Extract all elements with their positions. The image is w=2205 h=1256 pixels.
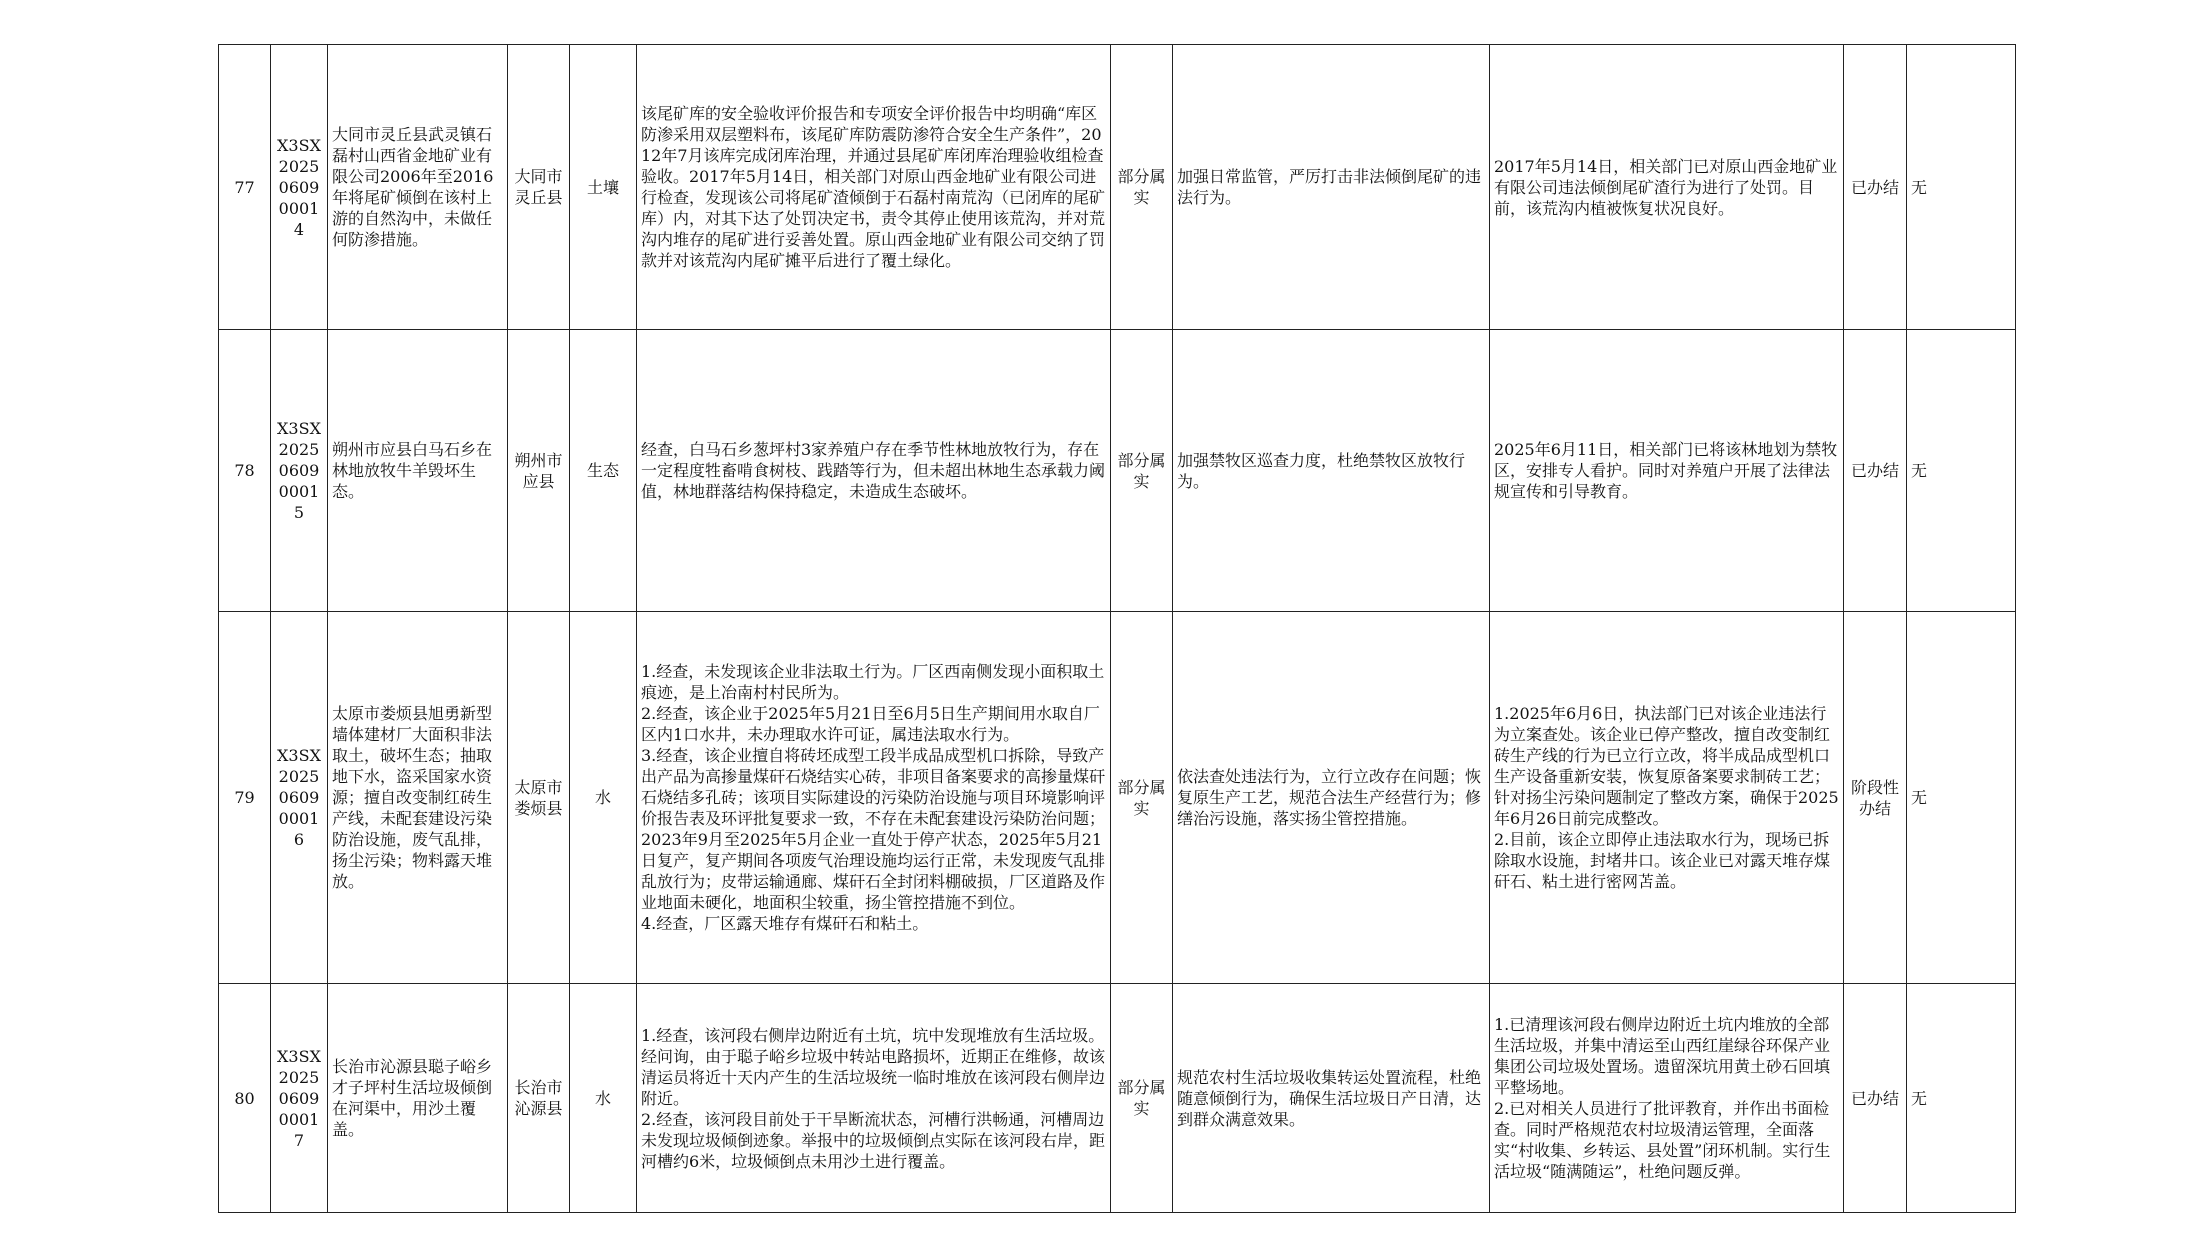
result-paragraph: 2.目前，该企立即停止违法取水行为，现场已拆除取水设施，封堵井口。该企业已对露天堆存煤矸石、粘土进行密网苫盖。 bbox=[1494, 830, 1831, 891]
progress-status: 已办结 bbox=[1844, 330, 1907, 612]
table-row bbox=[219, 330, 2016, 612]
case-code: X3SX2025060900016 bbox=[271, 612, 328, 984]
handling-result bbox=[1490, 984, 1844, 1213]
result-paragraph: 2.已对相关人员进行了批评教育，并作出书面检查。同时严格规范农村垃圾清运管理，全面落实“村收集、乡转运、县处置”闭环机制。实行生活垃圾“随满随运”，杜绝问题反弹。 bbox=[1494, 1099, 1831, 1181]
row-number: 79 bbox=[219, 612, 271, 984]
pollution-type: 土壤 bbox=[570, 45, 637, 330]
investigation-findings bbox=[637, 45, 1111, 330]
verification-status: 部分属实 bbox=[1111, 330, 1173, 612]
investigation-findings bbox=[637, 330, 1111, 612]
row-number: 77 bbox=[219, 45, 271, 330]
findings-paragraph: 该尾矿库的安全验收评价报告和专项安全评价报告中均明确“库区防渗采用双层塑料布，该尾矿库防震防渗符合安全生产条件”，2012年7月该库完成闭库治理，并通过县尾矿库闭库治理验收组检查验收。2017年5月14日，相关部门对原山西金地矿业有限公司进行检查，发现该公司将尾矿渣倾倒于石磊村南荒沟（已闭库的尾矿库）内，对其下达了处罚决定书，责令其停止使用该荒沟，并对荒沟内堆存的尾矿进行妥善处置。原山西金地矿业有限公司交纳了罚款并对该荒沟内尾矿摊平后进行了覆土绿化。 bbox=[641, 104, 1106, 270]
pollution-type: 生态 bbox=[570, 330, 637, 612]
verification-status: 部分属实 bbox=[1111, 984, 1173, 1213]
handling-measures: 规范农村生活垃圾收集转运处置流程，杜绝随意倾倒行为，确保生活垃圾日产日清，达到群众满意效果。 bbox=[1173, 984, 1490, 1213]
findings-paragraph: 2.经查，该企业于2025年5月21日至6月5日生产期间用水取自厂区内1口水井，未办理取水许可证，属违法取水行为。 bbox=[641, 704, 1100, 744]
petition-report-table bbox=[218, 44, 2016, 1213]
accountability: 无 bbox=[1907, 330, 2016, 612]
handling-measures: 加强日常监管，严厉打击非法倾倒尾矿的违法行为。 bbox=[1173, 45, 1490, 330]
result-paragraph: 2017年5月14日，相关部门已对原山西金地矿业有限公司违法倾倒尾矿渣行为进行了处罚。目前，该荒沟内植被恢复状况良好。 bbox=[1494, 156, 1838, 218]
findings-paragraph: 1.经查，未发现该企业非法取土行为。厂区西南侧发现小面积取土痕迹，是上冶南村村民所为。 bbox=[641, 662, 1105, 702]
administrative-area: 太原市娄烦县 bbox=[508, 612, 570, 984]
case-code: X3SX2025060900017 bbox=[271, 984, 328, 1213]
handling-result bbox=[1490, 612, 1844, 984]
progress-status: 阶段性办结 bbox=[1844, 612, 1907, 984]
pollution-type: 水 bbox=[570, 612, 637, 984]
handling-measures: 依法查处违法行为，立行立改存在问题；恢复原生产工艺，规范合法生产经营行为；修缮治污设施，落实扬尘管控措施。 bbox=[1173, 612, 1490, 984]
result-paragraph: 1.2025年6月6日，执法部门已对该企业违法行为立案查处。该企业已停产整改，擅自改变制红砖生产线的行为已立行立改，将半成品成型机口生产设备重新安装，恢复原备案要求制砖工艺；针对扬尘污染问题制定了整改方案，确保于2025年6月26日前完成整改。 bbox=[1494, 704, 1839, 828]
investigation-findings bbox=[637, 612, 1111, 984]
case-code: X3SX2025060900015 bbox=[271, 330, 328, 612]
complaint-content: 朔州市应县白马石乡在林地放牧牛羊毁坏生态。 bbox=[328, 330, 508, 612]
accountability: 无 bbox=[1907, 45, 2016, 330]
verification-status: 部分属实 bbox=[1111, 45, 1173, 330]
administrative-area: 长治市沁源县 bbox=[508, 984, 570, 1213]
row-number: 78 bbox=[219, 330, 271, 612]
pollution-type: 水 bbox=[570, 984, 637, 1213]
verification-status: 部分属实 bbox=[1111, 612, 1173, 984]
table-row bbox=[219, 984, 2016, 1213]
handling-result bbox=[1490, 45, 1844, 330]
progress-status: 已办结 bbox=[1844, 984, 1907, 1213]
table-row bbox=[219, 45, 2016, 330]
progress-status: 已办结 bbox=[1844, 45, 1907, 330]
row-number: 80 bbox=[219, 984, 271, 1213]
table-row bbox=[219, 612, 2016, 984]
complaint-content: 太原市娄烦县旭勇新型墙体建材厂大面积非法取土，破坏生态；抽取地下水，盗采国家水资源；擅自改变制红砖生产线，未配套建设污染防治设施，废气乱排，扬尘污染；物料露天堆放。 bbox=[328, 612, 508, 984]
administrative-area: 大同市灵丘县 bbox=[508, 45, 570, 330]
findings-paragraph: 3.经查，该企业擅自将砖坯成型工段半成品成型机口拆除，导致产出产品为高掺量煤矸石烧结实心砖，非项目备案要求的高掺量煤矸石烧结多孔砖；该项目实际建设的污染防治设施与项目环境影响评价报告表及环评批复要求一致，不存在未配套建设污染防治问题；2023年9月至2025年5月企业一直处于停产状态，2025年5月21日复产，复产期间各项废气治理设施均运行正常，未发现废气乱排乱放行为；皮带运输通廊、煤矸石全封闭料棚破损，厂区道路及作业地面未硬化，地面积尘较重，扬尘管控措施不到位。 bbox=[641, 746, 1106, 912]
case-code: X3SX2025060900014 bbox=[271, 45, 328, 330]
handling-measures: 加强禁牧区巡查力度，杜绝禁牧区放牧行为。 bbox=[1173, 330, 1490, 612]
accountability: 无 bbox=[1907, 612, 2016, 984]
complaint-content: 大同市灵丘县武灵镇石磊村山西省金地矿业有限公司2006年至2016年将尾矿倾倒在该村上游的自然沟中，未做任何防渗措施。 bbox=[328, 45, 508, 330]
accountability: 无 bbox=[1907, 984, 2016, 1213]
findings-paragraph: 4.经查，厂区露天堆存有煤矸石和粘土。 bbox=[641, 914, 929, 933]
findings-paragraph: 经查，白马石乡葱坪村3家养殖户存在季节性林地放牧行为，存在一定程度牲畜啃食树枝、践踏等行为，但未超出林地生态承载力阈值，林地群落结构保持稳定，未造成生态破坏。 bbox=[641, 440, 1106, 501]
complaint-content: 长治市沁源县聪子峪乡才子坪村生活垃圾倾倒在河渠中，用沙土覆盖。 bbox=[328, 984, 508, 1213]
findings-paragraph: 2.经查，该河段目前处于干旱断流状态，河槽行洪畅通，河槽周边未发现垃圾倾倒迹象。举报中的垃圾倾倒点实际在该河段右岸，距河槽约6米，垃圾倾倒点未用沙土进行覆盖。 bbox=[641, 1109, 1106, 1171]
investigation-findings bbox=[637, 984, 1111, 1213]
result-paragraph: 1.已清理该河段右侧岸边附近土坑内堆放的全部生活垃圾，并集中清运至山西红崖绿谷环保产业集团公司垃圾处置场。遗留深坑用黄土砂石回填平整场地。 bbox=[1494, 1015, 1831, 1097]
table-body bbox=[219, 45, 2016, 1213]
findings-paragraph: 1.经查，该河段右侧岸边附近有土坑，坑中发现堆放有生活垃圾。经问询，由于聪子峪乡垃圾中转站电路损坏，近期正在维修，故该清运员将近十天内产生的生活垃圾统一临时堆放在该河段右侧岸边附近。 bbox=[641, 1025, 1106, 1108]
handling-result bbox=[1490, 330, 1844, 612]
result-paragraph: 2025年6月11日，相关部门已将该林地划为禁牧区，安排专人看护。同时对养殖户开展了法律法规宣传和引导教育。 bbox=[1494, 440, 1838, 501]
administrative-area: 朔州市应县 bbox=[508, 330, 570, 612]
